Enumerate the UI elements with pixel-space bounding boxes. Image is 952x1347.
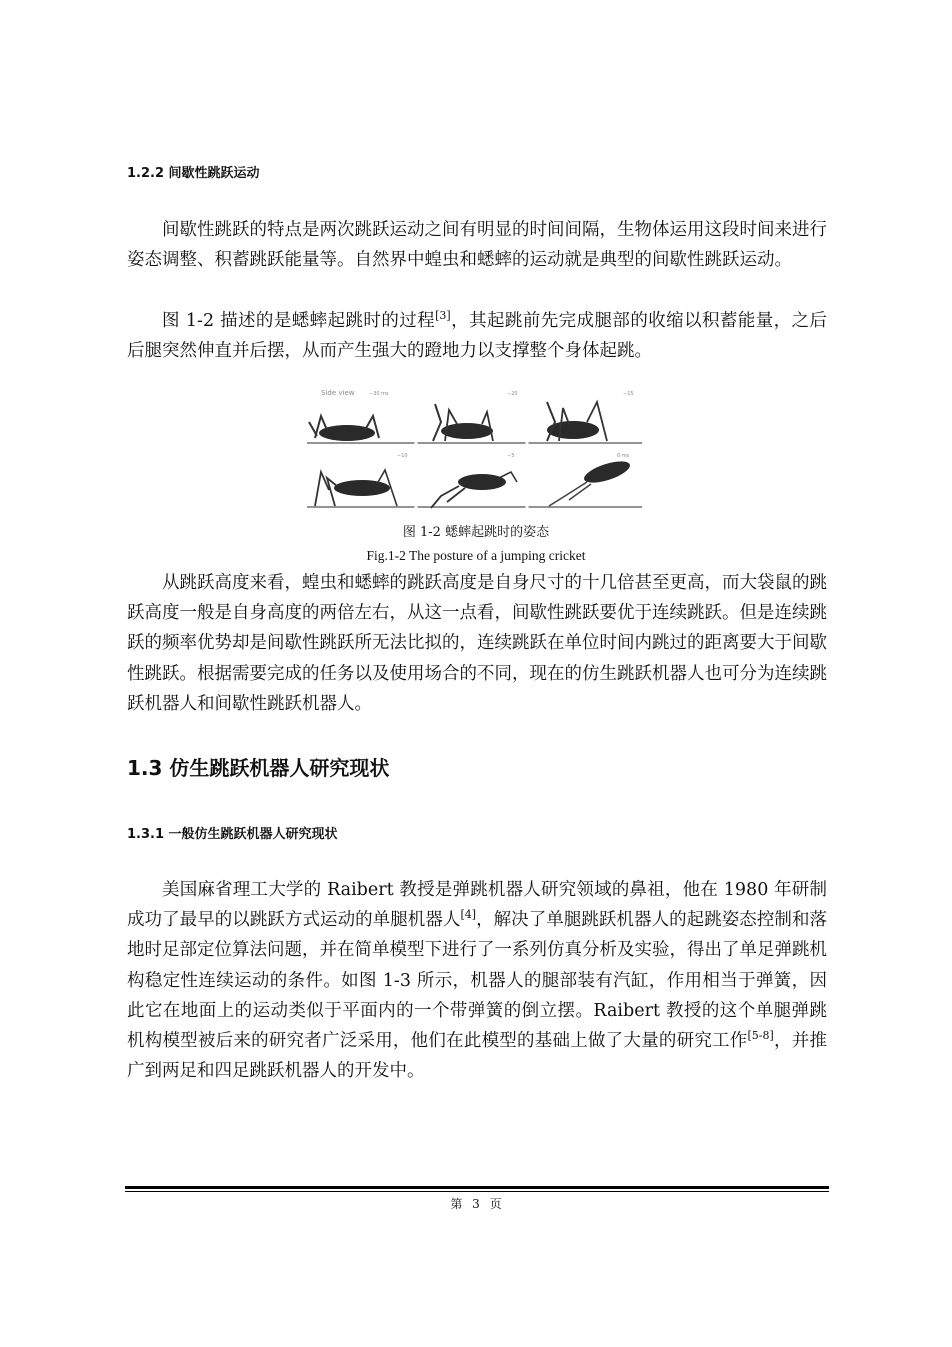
paragraph-jump-height bbox=[127, 568, 827, 719]
panel-label: −5 bbox=[507, 453, 515, 459]
section-heading-1-3-1: 1.3.1 一般仿生跳跃机器人研究现状 bbox=[127, 827, 338, 842]
panel-label: −30 ms bbox=[369, 391, 389, 397]
section-heading-1-2-2: 1.2.2 间歇性跳跃运动 bbox=[127, 166, 260, 181]
paragraph-text: 间歇性跳跃的特点是两次跳跃运动之间有明显的时间间隔，生物体运用这段时间来进行姿态调整、积蓄跳跃能量等。自然界中蝗虫和蟋蟀的运动就是典型的间歇性跳跃运动。 bbox=[127, 220, 827, 271]
section-heading-1-3: 1.3 仿生跳跃机器人研究现状 bbox=[127, 756, 390, 780]
text-run: 图 1-2 描述的是蟋蟀起跳时的过程 bbox=[162, 311, 436, 331]
footer-rule-thick bbox=[125, 1186, 829, 1189]
panel-label: −15 bbox=[623, 391, 634, 397]
paragraph-intermittent-jump bbox=[127, 215, 827, 275]
citation[interactable]: [4] bbox=[460, 908, 477, 922]
panel-label: 0 ms bbox=[617, 453, 630, 459]
panel-label: −10 bbox=[397, 453, 408, 459]
figure-caption-cn: 图 1-2 蟋蟀起跳时的姿态 bbox=[402, 525, 550, 540]
citation[interactable]: [3] bbox=[435, 309, 451, 323]
panel-label: −20 bbox=[507, 391, 518, 397]
paragraph-raibert bbox=[127, 875, 827, 1086]
citation[interactable]: [5-8] bbox=[747, 1029, 774, 1043]
figure-caption-en: Fig.1-2 The posture of a jumping cricket bbox=[366, 548, 586, 563]
page-number: 第 3 页 bbox=[450, 1197, 502, 1211]
paragraph-text: 从跳跃高度来看，蝗虫和蟋蟀的跳跃高度是自身尺寸的十几倍甚至更高，而大袋鼠的跳跃高度一般是自身高度的两倍左右，从这一点看，间歇性跳跃要优于连续跳跃。但是连续跳跃的频率优势却是间歇性跳跃所无法比拟的，连续跳跃在单位时间内跳过的距离要大于间歇性跳跃。根据需要完成的任务以及使用场合的不同，现在的仿生跳跃机器人也可分为连续跳跃机器人和间歇性跳跃机器人。 bbox=[127, 573, 827, 714]
text-run: ，解决了单腿跳跃机器人的起跳姿态控制和落地时足部定位算法问题，并在简单模型下进行了一系列仿真分析及实验，得出了单足弹跳机构稳定性连续运动的条件。如图 1-3 所示，机器人的腿部装有汽缸，作用相当于弹簧，因此它在地面上的运动类似于平面内的一个带弹簧的倒立摆。Raibert 教授的这个单腿弹跳机构模型被后来的研究者广泛采用，他们在此模型的基础上做了大量的研究工作 bbox=[127, 910, 828, 1052]
cricket-jump-figure bbox=[307, 386, 642, 510]
text-run: 美国麻省理工大学的 Raibert 教授是弹跳机器人研究领域的鼻祖，他在 1980 年研制成功了最早的以跳跃方式运动的单腿机器人 bbox=[127, 880, 827, 931]
paragraph-figure-description bbox=[127, 306, 827, 366]
text-run: ，并推广到两足和四足跳跃机器人的开发中。 bbox=[127, 1031, 827, 1082]
paragraph-text bbox=[127, 875, 827, 1086]
text-run: ，其起跳前先完成腿部的收缩以积蓄能量，之后后腿突然伸直并后摆，从而产生强大的蹬地力以支撑整个身体起跳。 bbox=[127, 311, 828, 362]
paragraph-text bbox=[127, 306, 827, 366]
panel-label: Side view bbox=[321, 389, 355, 397]
footer-rule-thin bbox=[125, 1191, 829, 1192]
